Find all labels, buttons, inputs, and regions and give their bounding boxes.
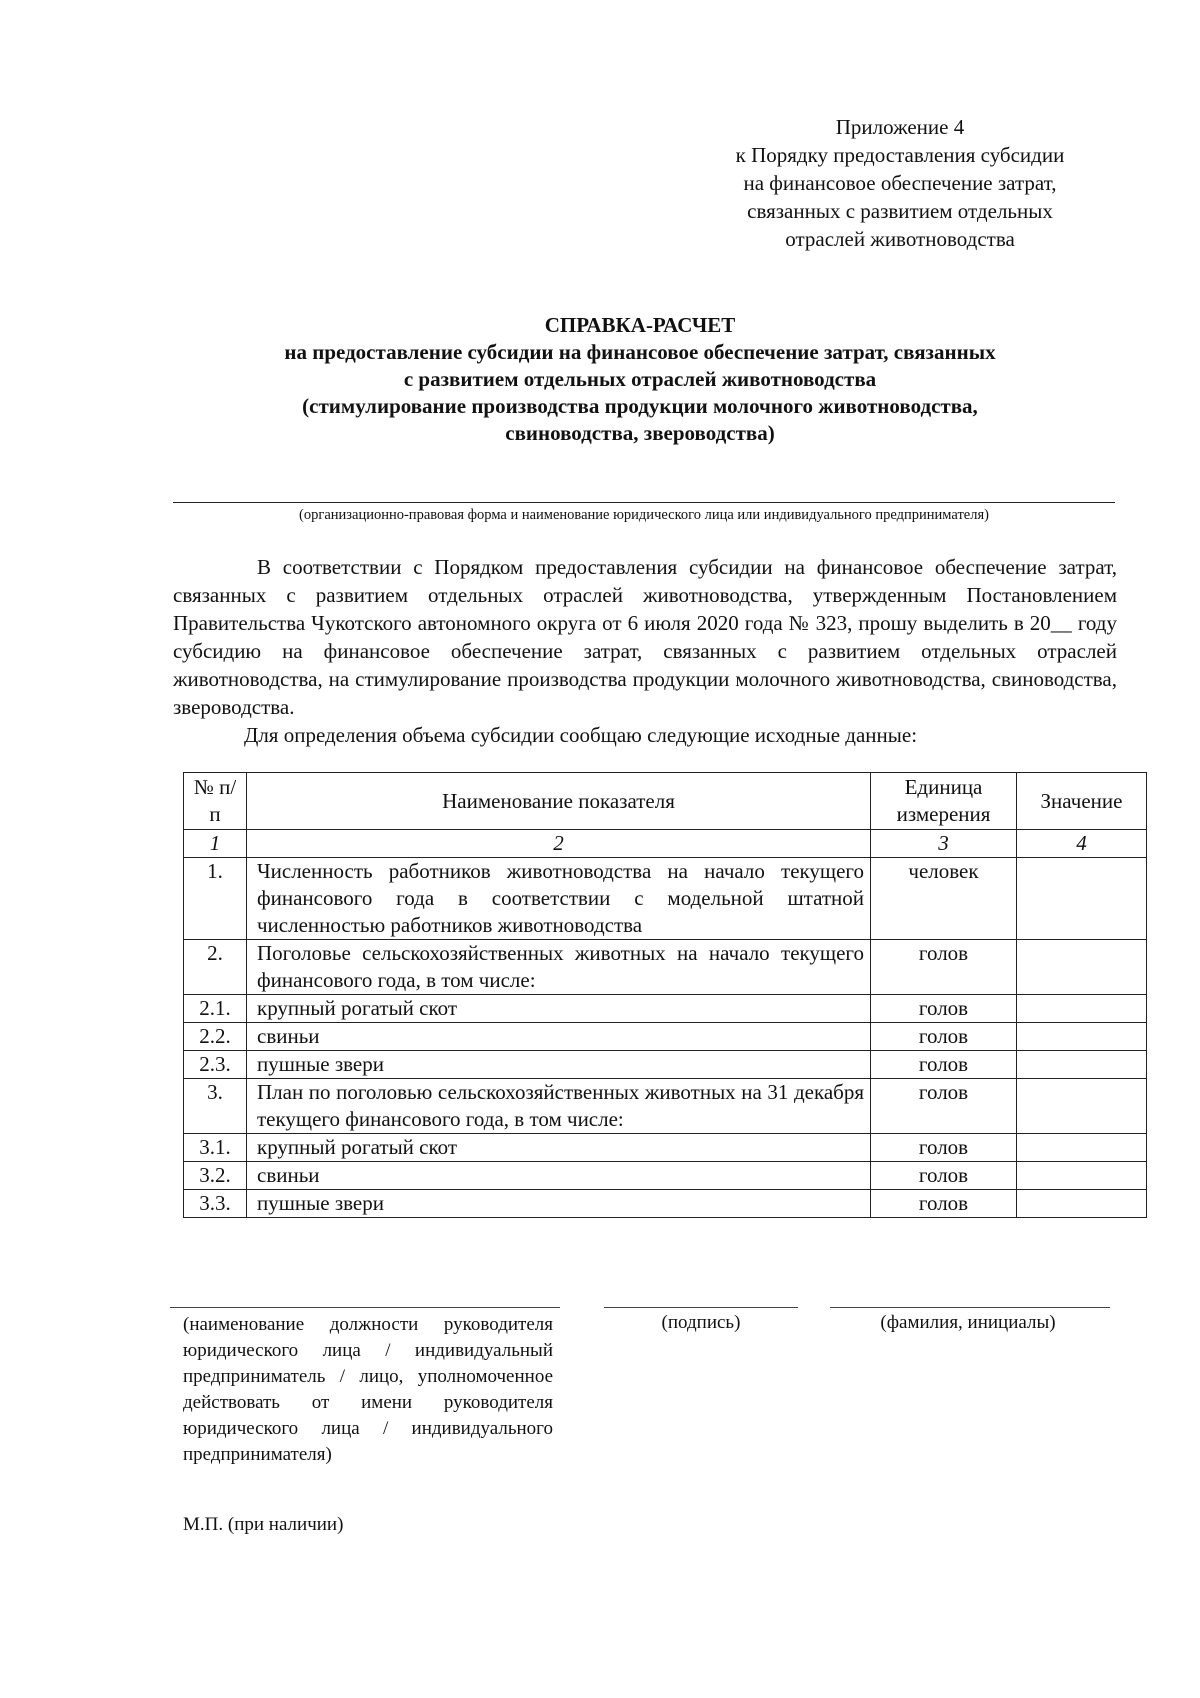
header-unit: Единица измерения — [871, 773, 1017, 830]
appendix-line: на финансовое обеспечение затрат, — [743, 171, 1057, 195]
row-indicator-name: свиньи — [247, 1162, 871, 1190]
row-number: 2. — [184, 940, 247, 995]
appendix-line: отраслей животноводства — [785, 227, 1015, 251]
row-indicator-name: пушные звери — [247, 1190, 871, 1218]
row-indicator-name: Численность работников животноводства на начало текущего финансового года в соответствии с модельной штатной численностью работников животноводства — [247, 858, 871, 940]
row-value-cell[interactable] — [1017, 1051, 1147, 1079]
table-row — [184, 1079, 1147, 1134]
row-unit: голов — [871, 995, 1017, 1023]
col-number: 4 — [1017, 830, 1147, 858]
col-number: 2 — [247, 830, 871, 858]
row-indicator-name: крупный рогатый скот — [247, 1134, 871, 1162]
row-number: 2.3. — [184, 1051, 247, 1079]
stamp-note: М.П. (при наличии) — [183, 1514, 344, 1535]
table-row — [184, 1051, 1147, 1079]
header-value: Значение — [1017, 773, 1147, 830]
table-row — [184, 995, 1147, 1023]
organization-name-field[interactable] — [173, 502, 1115, 503]
title-heading: СПРАВКА-РАСЧЕТ — [544, 313, 736, 337]
request-text: В соответствии с Порядком предоставления субсидии на финансовое обеспечение затрат, связанных с развитием отдельных отраслей животноводства, утвержденным Постановлением Правительства Чукотского автономного округа от 6 июля 2020 года № 323, прошу выделить в 20__ году субсидию на финансовое обеспечение затрат, связанных с развитием отдельных отраслей животноводства, на стимулирование производства продукции молочного животноводства, свиноводства, звероводства. — [173, 555, 1117, 719]
col-number: 3 — [871, 830, 1017, 858]
table-row — [184, 1134, 1147, 1162]
row-value-cell[interactable] — [1017, 1023, 1147, 1051]
table-header-row — [184, 773, 1147, 830]
signature-line[interactable] — [604, 1307, 798, 1308]
appendix-line: к Порядку предоставления субсидии — [735, 143, 1065, 167]
name-signature-line[interactable] — [830, 1307, 1110, 1308]
organization-caption: (организационно-правовая форма и наименование юридического лица или индивидуального предпринимателя) — [299, 507, 989, 523]
row-number: 3. — [184, 1079, 247, 1134]
title-line: на предоставление субсидии на финансовое обеспечение затрат, связанных — [284, 340, 996, 364]
row-indicator-name: Поголовье сельскохозяйственных животных на начало текущего финансового года, в том числе: — [247, 940, 871, 995]
title-line: свиноводства, звероводства) — [505, 421, 775, 445]
intro-text: Для определения объема субсидии сообщаю следующие исходные данные: — [244, 723, 918, 747]
table-row — [184, 858, 1147, 940]
row-unit: голов — [871, 1190, 1017, 1218]
row-indicator-name: свиньи — [247, 1023, 871, 1051]
col-number: 1 — [184, 830, 247, 858]
row-number: 3.1. — [184, 1134, 247, 1162]
row-indicator-name: крупный рогатый скот — [247, 995, 871, 1023]
header-name: Наименование показателя — [247, 773, 871, 830]
table-row — [184, 1023, 1147, 1051]
row-value-cell[interactable] — [1017, 1079, 1147, 1134]
row-value-cell[interactable] — [1017, 995, 1147, 1023]
appendix-line: Приложение 4 — [835, 115, 965, 139]
position-caption: (наименование должности руководителя юридического лица / индивидуальный предприниматель / лицо, уполномоченное действовать от имени руководителя юридического лица / индивидуального предпринимателя) — [183, 1314, 553, 1465]
row-value-cell[interactable] — [1017, 940, 1147, 995]
position-signature-line[interactable] — [170, 1307, 560, 1308]
row-unit: голов — [871, 1023, 1017, 1051]
row-number: 1. — [184, 858, 247, 940]
header-num: № п/п — [184, 773, 247, 830]
row-value-cell[interactable] — [1017, 1162, 1147, 1190]
indicators-table — [183, 772, 1147, 1218]
request-paragraph — [173, 553, 1117, 721]
title-line: с развитием отдельных отраслей животноводства — [403, 367, 877, 391]
table-row — [184, 1162, 1147, 1190]
row-number: 3.2. — [184, 1162, 247, 1190]
name-caption: (фамилия, инициалы) — [880, 1312, 1056, 1333]
row-unit: голов — [871, 1134, 1017, 1162]
row-value-cell[interactable] — [1017, 1190, 1147, 1218]
row-value-cell[interactable] — [1017, 858, 1147, 940]
appendix-reference — [680, 113, 1120, 253]
appendix-line: связанных с развитием отдельных — [747, 199, 1053, 223]
document-title — [160, 312, 1120, 447]
row-unit: голов — [871, 1051, 1017, 1079]
row-number: 2.1. — [184, 995, 247, 1023]
title-line: (стимулирование производства продукции молочного животноводства, — [302, 394, 978, 418]
table-row — [184, 940, 1147, 995]
row-unit: человек — [871, 858, 1017, 940]
row-indicator-name: пушные звери — [247, 1051, 871, 1079]
signature-caption: (подпись) — [661, 1312, 741, 1333]
row-unit: голов — [871, 1079, 1017, 1134]
row-unit: голов — [871, 940, 1017, 995]
table-row — [184, 1190, 1147, 1218]
column-number-row — [184, 830, 1147, 858]
row-indicator-name: План по поголовью сельскохозяйственных животных на 31 декабря текущего финансового года, в том числе: — [247, 1079, 871, 1134]
row-number: 3.3. — [184, 1190, 247, 1218]
row-number: 2.2. — [184, 1023, 247, 1051]
row-value-cell[interactable] — [1017, 1134, 1147, 1162]
row-unit: голов — [871, 1162, 1017, 1190]
